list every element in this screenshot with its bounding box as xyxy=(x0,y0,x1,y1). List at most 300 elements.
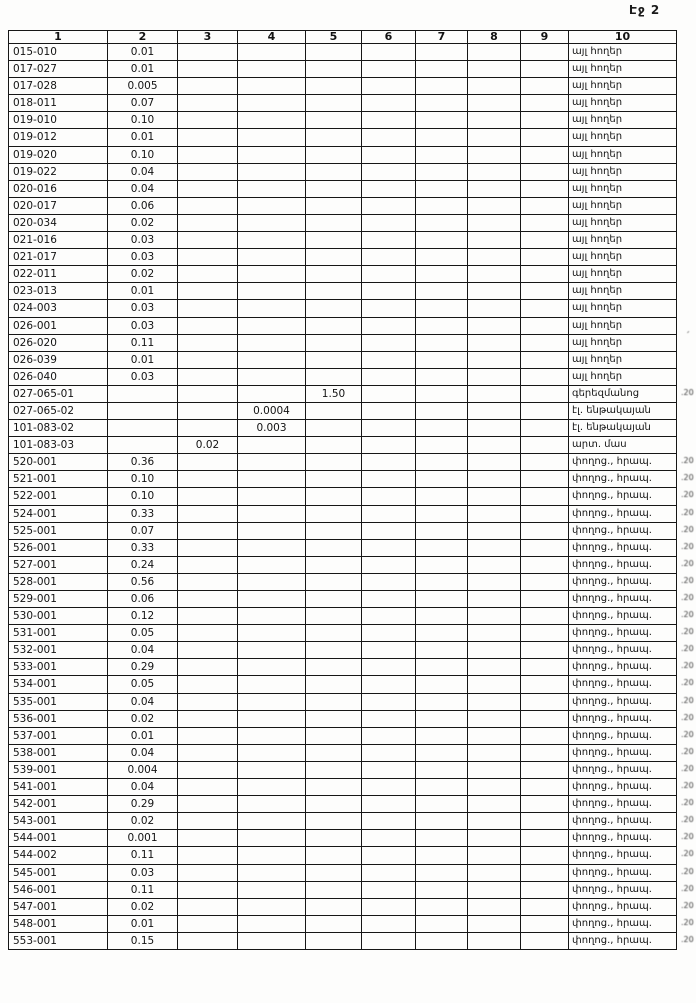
cell-land-type: փողոց., հրապ. xyxy=(569,710,677,727)
table-row xyxy=(9,744,677,761)
cell-value: 0.10 xyxy=(108,146,178,163)
column-header: 3 xyxy=(178,31,238,44)
cell-value xyxy=(521,779,569,796)
cell-value xyxy=(521,608,569,625)
cell-value: 0.56 xyxy=(108,573,178,590)
table-row xyxy=(9,881,677,898)
cell-value: 0.03 xyxy=(108,249,178,266)
cell-value: 0.03 xyxy=(108,317,178,334)
cell-value xyxy=(416,266,468,283)
cell-value xyxy=(178,283,238,300)
cell-value: 0.01 xyxy=(108,727,178,744)
cell-value xyxy=(416,317,468,334)
table-row xyxy=(9,454,677,471)
column-header: 6 xyxy=(362,31,416,44)
cell-value xyxy=(238,676,306,693)
margin-mark: .20 xyxy=(681,559,694,568)
cell-value xyxy=(178,898,238,915)
cell-value xyxy=(178,488,238,505)
cell-value xyxy=(521,232,569,249)
cell-value: 0.24 xyxy=(108,556,178,573)
margin-mark: .20 xyxy=(681,798,694,807)
cell-land-type: այլ հողեր xyxy=(569,61,677,78)
cell-value xyxy=(238,78,306,95)
cell-value xyxy=(521,556,569,573)
cell-parcel-code: 017-028 xyxy=(9,78,108,95)
cell-value: 0.15 xyxy=(108,932,178,949)
cell-parcel-code: 101-083-03 xyxy=(9,437,108,454)
cell-value xyxy=(178,317,238,334)
cell-value xyxy=(362,78,416,95)
cell-value xyxy=(468,727,521,744)
table-row xyxy=(9,864,677,881)
cell-value xyxy=(178,915,238,932)
cell-value: 0.10 xyxy=(108,112,178,129)
cell-value xyxy=(416,625,468,642)
cell-value xyxy=(521,129,569,146)
cell-parcel-code: 539-001 xyxy=(9,761,108,778)
cell-value xyxy=(521,351,569,368)
cell-land-type: այլ հողեր xyxy=(569,317,677,334)
cell-value xyxy=(416,573,468,590)
cell-value: 0.11 xyxy=(108,881,178,898)
cell-value xyxy=(362,761,416,778)
cell-land-type: փողոց., հրապ. xyxy=(569,625,677,642)
cell-value xyxy=(238,351,306,368)
cell-value xyxy=(306,180,362,197)
table-row xyxy=(9,761,677,778)
cell-land-type: փողոց., հրապ. xyxy=(569,693,677,710)
cell-value xyxy=(521,78,569,95)
cell-parcel-code: 548-001 xyxy=(9,915,108,932)
cell-parcel-code: 541-001 xyxy=(9,779,108,796)
cell-value xyxy=(178,129,238,146)
cell-value xyxy=(468,437,521,454)
cell-value xyxy=(362,727,416,744)
cell-value xyxy=(362,420,416,437)
cell-value xyxy=(521,402,569,419)
cell-land-type: փողոց., հրապ. xyxy=(569,539,677,556)
cell-parcel-code: 021-016 xyxy=(9,232,108,249)
cell-value xyxy=(362,539,416,556)
margin-mark: .20 xyxy=(681,713,694,722)
table-row xyxy=(9,813,677,830)
cell-parcel-code: 526-001 xyxy=(9,539,108,556)
table-row xyxy=(9,368,677,385)
cell-parcel-code: 023-013 xyxy=(9,283,108,300)
cell-value: 0.04 xyxy=(108,744,178,761)
cell-value xyxy=(108,437,178,454)
cell-parcel-code: 026-040 xyxy=(9,368,108,385)
cell-parcel-code: 019-020 xyxy=(9,146,108,163)
table-row xyxy=(9,591,677,608)
cell-value xyxy=(238,334,306,351)
cell-value: 0.03 xyxy=(108,368,178,385)
cell-value xyxy=(178,95,238,112)
cell-value xyxy=(306,112,362,129)
cell-value: 0.10 xyxy=(108,471,178,488)
table-row xyxy=(9,420,677,437)
cell-value xyxy=(178,334,238,351)
cell-value xyxy=(362,214,416,231)
cell-value: 0.02 xyxy=(108,813,178,830)
cell-value xyxy=(178,676,238,693)
cell-value xyxy=(306,915,362,932)
table-row xyxy=(9,129,677,146)
cell-value xyxy=(521,727,569,744)
cell-value xyxy=(468,214,521,231)
margin-mark: .20 xyxy=(681,644,694,653)
cell-value xyxy=(238,129,306,146)
column-header: 8 xyxy=(468,31,521,44)
cell-value xyxy=(178,932,238,949)
cell-value xyxy=(521,334,569,351)
cell-value: 0.05 xyxy=(108,625,178,642)
cell-value xyxy=(178,78,238,95)
cell-value xyxy=(238,249,306,266)
cell-value xyxy=(306,163,362,180)
cell-land-type: այլ հողեր xyxy=(569,214,677,231)
cell-land-type: այլ հողեր xyxy=(569,78,677,95)
cell-value: 0.01 xyxy=(108,129,178,146)
page-number-label: Էջ 2 xyxy=(629,3,661,17)
cell-value xyxy=(238,300,306,317)
cell-value xyxy=(521,385,569,402)
cell-value xyxy=(306,864,362,881)
cell-value xyxy=(521,300,569,317)
cell-land-type: այլ հողեր xyxy=(569,180,677,197)
cell-land-type: փողոց., հրապ. xyxy=(569,488,677,505)
cell-value xyxy=(416,522,468,539)
table-row xyxy=(9,659,677,676)
cell-land-type: փողոց., հրապ. xyxy=(569,454,677,471)
cell-value xyxy=(362,608,416,625)
cell-value xyxy=(362,864,416,881)
margin-mark: .20 xyxy=(681,525,694,534)
cell-value xyxy=(416,830,468,847)
column-header: 9 xyxy=(521,31,569,44)
cell-value xyxy=(238,368,306,385)
cell-value: 0.04 xyxy=(108,642,178,659)
column-header: 4 xyxy=(238,31,306,44)
cell-value xyxy=(416,710,468,727)
cell-value xyxy=(238,146,306,163)
cell-value xyxy=(468,573,521,590)
table-row xyxy=(9,232,677,249)
cell-value xyxy=(306,932,362,949)
cell-value xyxy=(238,761,306,778)
cell-value: 1.50 xyxy=(306,385,362,402)
cell-value xyxy=(468,676,521,693)
cell-value xyxy=(306,232,362,249)
cell-value xyxy=(178,214,238,231)
cell-value xyxy=(306,351,362,368)
cell-value xyxy=(306,420,362,437)
cell-land-type: փողոց., հրապ. xyxy=(569,676,677,693)
cell-parcel-code: 534-001 xyxy=(9,676,108,693)
cell-value xyxy=(362,163,416,180)
cell-value xyxy=(238,727,306,744)
cell-land-type: գերեզմանոց xyxy=(569,385,677,402)
cell-value: 0.04 xyxy=(108,180,178,197)
column-header: 1 xyxy=(9,31,108,44)
cell-value: 0.07 xyxy=(108,522,178,539)
cell-value xyxy=(362,556,416,573)
cell-parcel-code: 026-020 xyxy=(9,334,108,351)
cell-value xyxy=(238,556,306,573)
cell-value xyxy=(362,232,416,249)
cell-value xyxy=(521,813,569,830)
cell-value xyxy=(362,898,416,915)
cell-value xyxy=(178,197,238,214)
cell-value xyxy=(416,420,468,437)
cell-value xyxy=(521,591,569,608)
cell-value xyxy=(468,78,521,95)
cell-value xyxy=(468,317,521,334)
cell-value xyxy=(416,61,468,78)
cell-parcel-code: 020-034 xyxy=(9,214,108,231)
cell-value xyxy=(521,796,569,813)
cell-value xyxy=(362,915,416,932)
cell-value: 0.02 xyxy=(178,437,238,454)
cell-value xyxy=(468,351,521,368)
cell-value xyxy=(238,642,306,659)
cell-value xyxy=(521,881,569,898)
table-header-row xyxy=(9,31,677,44)
cell-value xyxy=(238,437,306,454)
cell-value xyxy=(362,847,416,864)
cell-value xyxy=(468,266,521,283)
cell-value xyxy=(362,744,416,761)
cell-value xyxy=(416,881,468,898)
cell-value xyxy=(178,232,238,249)
cell-value xyxy=(468,402,521,419)
cell-value xyxy=(521,317,569,334)
table-row xyxy=(9,283,677,300)
cell-value xyxy=(468,608,521,625)
cell-value: 0.07 xyxy=(108,95,178,112)
cell-value xyxy=(416,898,468,915)
cell-value xyxy=(362,61,416,78)
cell-value xyxy=(416,351,468,368)
cell-value xyxy=(306,146,362,163)
cell-value xyxy=(306,402,362,419)
cell-value xyxy=(178,351,238,368)
cell-value: 0.01 xyxy=(108,915,178,932)
cell-value xyxy=(238,539,306,556)
cell-parcel-code: 547-001 xyxy=(9,898,108,915)
cell-value xyxy=(178,163,238,180)
cell-value xyxy=(238,710,306,727)
cell-value xyxy=(362,300,416,317)
cell-value xyxy=(468,44,521,61)
cell-value xyxy=(416,915,468,932)
cell-value: 0.33 xyxy=(108,539,178,556)
cell-value xyxy=(468,522,521,539)
margin-mark: .20 xyxy=(681,764,694,773)
cell-parcel-code: 022-011 xyxy=(9,266,108,283)
cell-value xyxy=(416,744,468,761)
cell-land-type: փողոց., հրապ. xyxy=(569,813,677,830)
cell-value xyxy=(362,505,416,522)
cell-value xyxy=(416,129,468,146)
cell-value xyxy=(468,779,521,796)
cell-parcel-code: 553-001 xyxy=(9,932,108,949)
cell-value xyxy=(362,44,416,61)
cell-value xyxy=(238,61,306,78)
cell-value xyxy=(178,744,238,761)
margin-mark: .20 xyxy=(681,610,694,619)
margin-mark: .20 xyxy=(681,456,694,465)
table-row xyxy=(9,556,677,573)
cell-land-type: այլ հողեր xyxy=(569,283,677,300)
cell-parcel-code: 529-001 xyxy=(9,591,108,608)
cell-land-type: փողոց., հրապ. xyxy=(569,898,677,915)
cell-value xyxy=(108,420,178,437)
cell-value xyxy=(521,163,569,180)
cell-value xyxy=(362,437,416,454)
cell-land-type: էլ. ենթակայան xyxy=(569,402,677,419)
cell-value xyxy=(306,505,362,522)
cell-value xyxy=(521,95,569,112)
cell-value xyxy=(362,488,416,505)
margin-mark: .20 xyxy=(681,730,694,739)
cell-value: 0.003 xyxy=(238,420,306,437)
cell-land-type: փողոց., հրապ. xyxy=(569,847,677,864)
table-row xyxy=(9,727,677,744)
cell-value xyxy=(416,283,468,300)
cell-value xyxy=(306,522,362,539)
cell-value xyxy=(178,710,238,727)
cell-value xyxy=(238,830,306,847)
cell-value xyxy=(306,61,362,78)
cell-value xyxy=(468,420,521,437)
cell-parcel-code: 020-017 xyxy=(9,197,108,214)
cell-value xyxy=(416,385,468,402)
cell-value xyxy=(178,796,238,813)
cell-land-type: այլ հողեր xyxy=(569,334,677,351)
cell-value xyxy=(468,693,521,710)
cell-parcel-code: 524-001 xyxy=(9,505,108,522)
cell-value xyxy=(416,300,468,317)
cell-value xyxy=(178,61,238,78)
cell-value xyxy=(238,214,306,231)
cell-value xyxy=(178,402,238,419)
cell-value xyxy=(178,659,238,676)
cell-value xyxy=(306,214,362,231)
cell-value: 0.01 xyxy=(108,351,178,368)
cell-value xyxy=(306,573,362,590)
cell-value xyxy=(521,112,569,129)
margin-mark: .20 xyxy=(681,901,694,910)
cell-value xyxy=(306,197,362,214)
cell-parcel-code: 024-003 xyxy=(9,300,108,317)
margin-mark: .20 xyxy=(681,918,694,927)
table-row xyxy=(9,180,677,197)
cell-parcel-code: 543-001 xyxy=(9,813,108,830)
cell-value xyxy=(416,676,468,693)
cell-value: 0.06 xyxy=(108,591,178,608)
cell-value xyxy=(416,779,468,796)
cell-value xyxy=(362,710,416,727)
cell-value xyxy=(468,334,521,351)
cell-value xyxy=(362,368,416,385)
cell-parcel-code: 542-001 xyxy=(9,796,108,813)
cell-value xyxy=(468,830,521,847)
cell-value xyxy=(521,44,569,61)
table-row xyxy=(9,693,677,710)
cell-parcel-code: 528-001 xyxy=(9,573,108,590)
cell-land-type: փողոց., հրապ. xyxy=(569,659,677,676)
cell-land-type: փողոց., հրապ. xyxy=(569,796,677,813)
cell-value xyxy=(178,881,238,898)
cell-land-type: արտ. մաս xyxy=(569,437,677,454)
cell-value xyxy=(306,847,362,864)
cell-value xyxy=(306,454,362,471)
cell-parcel-code: 521-001 xyxy=(9,471,108,488)
table-row xyxy=(9,915,677,932)
cell-value xyxy=(468,300,521,317)
cell-value xyxy=(468,659,521,676)
cell-value xyxy=(306,744,362,761)
cell-value xyxy=(416,727,468,744)
cell-parcel-code: 021-017 xyxy=(9,249,108,266)
cell-value xyxy=(178,300,238,317)
cell-value xyxy=(362,693,416,710)
cell-value: 0.33 xyxy=(108,505,178,522)
cell-value xyxy=(306,283,362,300)
cell-value xyxy=(468,625,521,642)
cell-value xyxy=(238,283,306,300)
column-header: 2 xyxy=(108,31,178,44)
cell-value xyxy=(178,625,238,642)
cell-value xyxy=(521,522,569,539)
cell-value: 0.05 xyxy=(108,676,178,693)
cell-parcel-code: 527-001 xyxy=(9,556,108,573)
cell-value xyxy=(362,112,416,129)
table-row xyxy=(9,471,677,488)
margin-mark: .20 xyxy=(681,884,694,893)
cell-value xyxy=(178,44,238,61)
cell-value: 0.04 xyxy=(108,779,178,796)
cell-value xyxy=(178,864,238,881)
cell-value xyxy=(416,591,468,608)
cell-value: 0.004 xyxy=(108,761,178,778)
cell-value xyxy=(521,368,569,385)
cell-value xyxy=(238,898,306,915)
cell-value xyxy=(306,78,362,95)
cell-value xyxy=(238,95,306,112)
cell-value: 0.29 xyxy=(108,659,178,676)
cell-value xyxy=(238,163,306,180)
cell-value xyxy=(306,266,362,283)
cell-land-type: փողոց., հրապ. xyxy=(569,727,677,744)
cell-value xyxy=(362,676,416,693)
cell-value xyxy=(306,608,362,625)
cell-value: 0.11 xyxy=(108,847,178,864)
cell-parcel-code: 020-016 xyxy=(9,180,108,197)
cell-value xyxy=(362,249,416,266)
cell-value xyxy=(416,197,468,214)
cell-value xyxy=(521,488,569,505)
cell-value xyxy=(178,539,238,556)
cell-value: 0.0004 xyxy=(238,402,306,419)
cell-value xyxy=(178,249,238,266)
cell-value xyxy=(468,761,521,778)
cell-value xyxy=(178,266,238,283)
cell-parcel-code: 530-001 xyxy=(9,608,108,625)
cell-value xyxy=(362,351,416,368)
